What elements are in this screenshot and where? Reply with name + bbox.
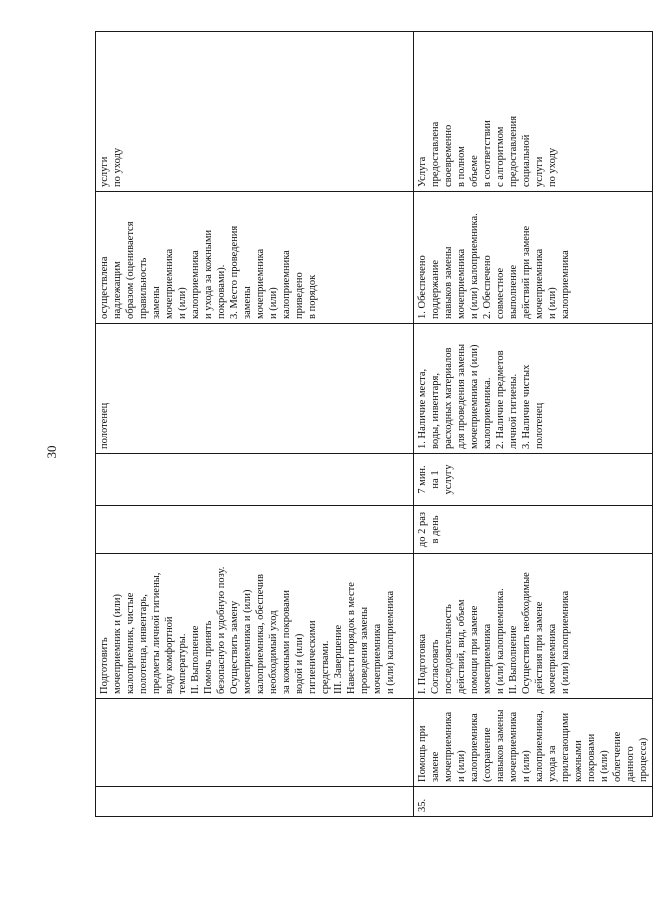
table-row	[96, 32, 414, 817]
cell-quality: 1. Обеспечено поддержание навыков замены мочеприемника и (или) калоприемника. 2. Обеспечено совместное выполнение действий при замене мочеприемника и (или) калоприемника	[414, 192, 653, 324]
cell-frequency	[96, 506, 414, 554]
cell-service-name	[96, 699, 414, 787]
page-number: 30	[44, 445, 59, 459]
cell-conditions: 1. Наличие места, воды, инвентаря, расходных материалов для проведения замены мочеприемника и (или) калоприемника. 2. Наличие предметов личной гигиены. 3. Наличие чистых полотенец	[414, 324, 653, 454]
cell-result: услуги по уходу	[96, 32, 414, 192]
cell-content: Подготовить мочеприемник и (или) калоприемник, чистые полотенца, инвентарь, предметы личной гигиены, воду комфортной температуры. II. Выполнение Помочь принять безопасную и удобную позу. Осуществить замену мочеприемника и (или) калоприемника, обеспечив необходимый уход за кожными покровами водой и (или) гигиеническими средствами. III. Завершение Навести порядок в месте проведения замены мочеприемника и (или) калоприемника	[96, 554, 414, 699]
cell-quality: осуществлена надлежащим образом (оценивается правильность замены мочеприемника и (или) калоприемника и ухода за кожными покровами). 3. Место проведения замены мочеприемника и (или) калоприемника приведено в порядок	[96, 192, 414, 324]
cell-frequency: до 2 раз в день	[414, 506, 653, 554]
table-container	[95, 32, 649, 817]
cell-result: Услуга предоставлена своевременно в полном объеме в соответствии с алгоритмом предоставления социальной услуги по уходу	[414, 32, 653, 192]
cell-service-name: Помощь при замене мочеприемника и (или) калоприемника (сохранение навыков замены мочеприемника и (или) калоприемника, ухода за прилегающими кожными покровами и (или) облегчение данного процесса)	[414, 699, 653, 787]
cell-number: 35.	[414, 787, 653, 817]
cell-time: 7 мин. на 1 услугу	[414, 454, 653, 506]
table-row	[414, 32, 653, 817]
cell-conditions: полотенец	[96, 324, 414, 454]
cell-content: I. Подготовка Согласовать последовательность действий, вид, объем помощи при замене мочеприемника и (или) калоприемника. II. Выполнение Осуществить необходимые действия при замене мочеприемника и (или) калоприемника	[414, 554, 653, 699]
cell-time	[96, 454, 414, 506]
cell-number	[96, 787, 414, 817]
service-table	[95, 31, 653, 817]
